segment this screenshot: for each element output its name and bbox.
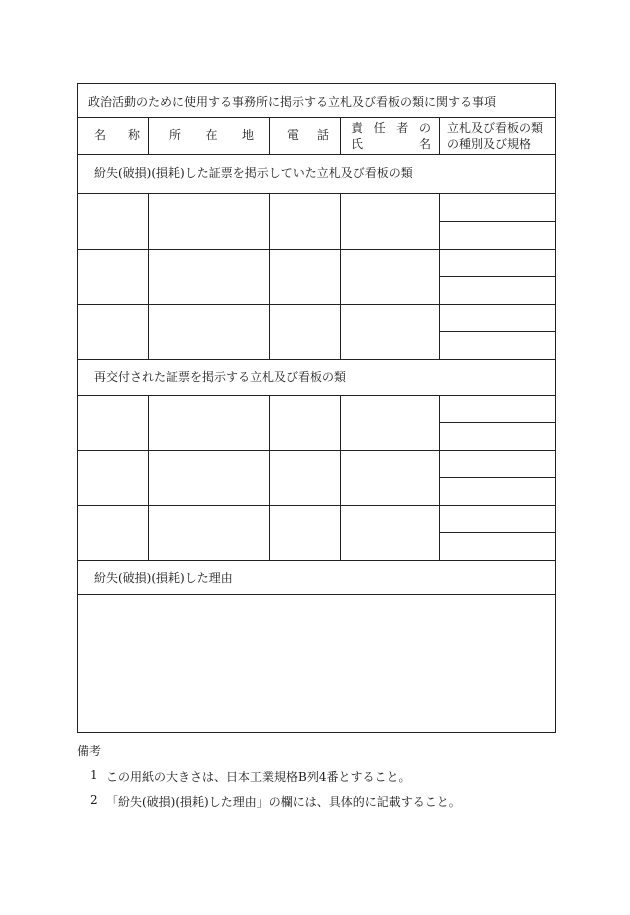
divider — [78, 117, 555, 118]
note-1-number: 1 — [90, 768, 98, 782]
divider — [78, 359, 555, 360]
divider — [439, 276, 555, 277]
divider — [439, 477, 555, 478]
note-2-text: 「紛失(破損)(損耗)した理由」の欄には、具体的に記載すること。 — [106, 795, 461, 809]
divider — [78, 505, 555, 506]
note-1-text: この用紙の大きさは、日本工業規格B列4番とすること。 — [106, 770, 411, 784]
column-line — [340, 395, 341, 560]
divider — [439, 422, 555, 423]
header-name: 名 称 — [94, 128, 140, 142]
column-line — [439, 193, 440, 359]
header-phone: 電 話 — [287, 128, 329, 142]
divider — [78, 249, 555, 250]
divider — [78, 193, 555, 194]
column-line — [439, 395, 440, 560]
column-line — [340, 193, 341, 359]
form-table — [77, 83, 556, 733]
header-type-line2: の種別及び規格 — [447, 137, 532, 151]
column-line — [439, 117, 440, 154]
section-lost-heading: 紛失(破損)(損耗)した証票を掲示していた立札及び看板の類 — [94, 166, 413, 180]
divider — [78, 560, 555, 561]
divider — [439, 331, 555, 332]
header-responsible-line2: 氏 名 — [351, 137, 431, 151]
column-line — [148, 193, 149, 359]
reason-writing-area[interactable] — [78, 595, 555, 732]
divider — [78, 450, 555, 451]
section-reissued-heading: 再交付された証票を掲示する立札及び看板の類 — [94, 370, 347, 384]
column-line — [269, 117, 270, 154]
section-reason-heading: 紛失(破損)(損耗)した理由 — [94, 571, 233, 585]
notes-heading: 備考 — [77, 744, 102, 758]
divider — [439, 532, 555, 533]
divider — [78, 154, 555, 155]
header-address: 所 在 地 — [169, 128, 254, 142]
header-type-line1: 立札及び看板の類 — [447, 121, 544, 135]
form-title: 政治活動のために使用する事務所に掲示する立札及び看板の類に関する事項 — [88, 95, 497, 109]
column-line — [148, 395, 149, 560]
divider — [439, 221, 555, 222]
column-line — [148, 117, 149, 154]
note-2-number: 2 — [90, 793, 98, 807]
header-responsible-line1: 責 任 者 の — [351, 121, 431, 135]
column-line — [340, 117, 341, 154]
divider — [78, 304, 555, 305]
column-line — [269, 395, 270, 560]
column-line — [269, 193, 270, 359]
divider — [78, 395, 555, 396]
